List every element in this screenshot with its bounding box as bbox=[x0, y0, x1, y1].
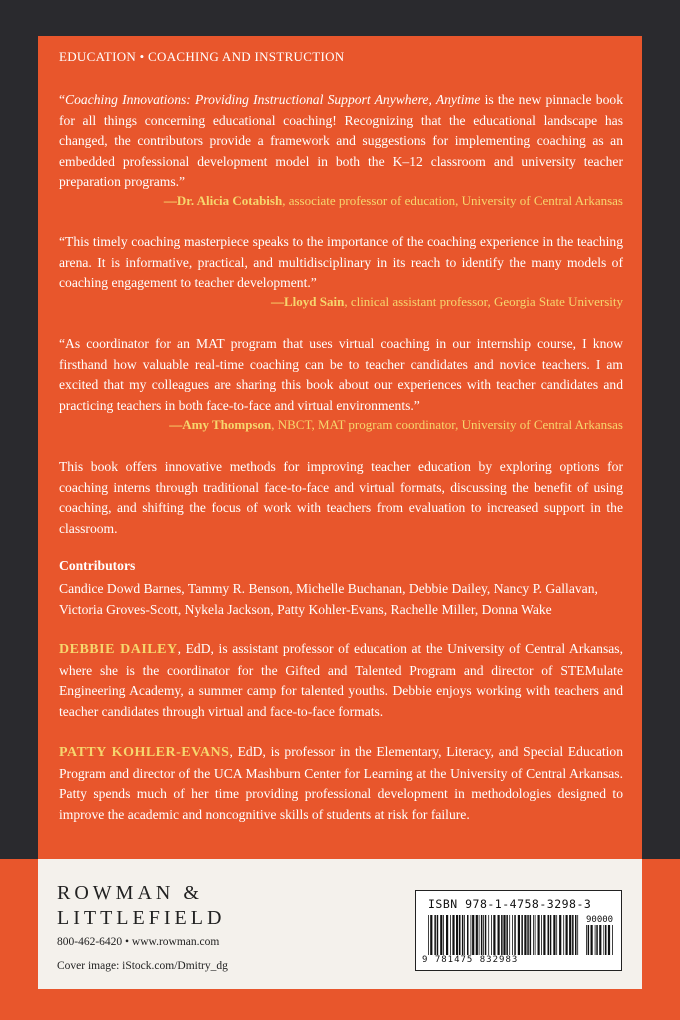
barcode-bar bbox=[596, 925, 598, 955]
blurb-3-role: , NBCT, MAT program coordinator, University of Central Arkansas bbox=[271, 417, 623, 432]
barcode-bar bbox=[479, 915, 480, 955]
blurb-1-name: —Dr. Alicia Cotabish bbox=[163, 193, 283, 208]
barcode-bar bbox=[521, 915, 523, 955]
barcode-bar bbox=[535, 915, 536, 955]
blurb-1-open-quote: “ bbox=[59, 92, 66, 107]
barcode-bar bbox=[485, 915, 487, 955]
blurb-2: “This timely coaching masterpiece speaks to the importance of the coaching experience in the teaching arena. It is informative, practical, and multidisciplinary in its reach to identify the many models of coaching engagement to teacher development.” bbox=[59, 234, 623, 291]
cover-image-credit: Cover image: iStock.com/Dmitry_dg bbox=[57, 960, 228, 972]
ean-barcode bbox=[428, 915, 580, 955]
publisher-logo-line-1: ROWMAN & bbox=[57, 882, 203, 904]
barcode-bar bbox=[491, 915, 492, 955]
barcode-bar bbox=[586, 925, 587, 955]
barcode-bar bbox=[524, 915, 526, 955]
barcode-bar bbox=[612, 925, 613, 955]
barcode-bar bbox=[533, 915, 534, 955]
category-line: EDUCATION • COACHING AND INSTRUCTION bbox=[59, 49, 345, 64]
barcode-bar bbox=[501, 915, 503, 955]
barcode-bar bbox=[553, 915, 555, 955]
author-2-bio: , EdD, is professor in the Elementary, Literacy, and Special Education Program and director of the UCA Mashburn Center for Learning at the University of Central Arkansas. Patty spends much of her time providing professional development in methodologies designed to improve the academic and noncognitive skills of students at risk for failure. bbox=[59, 744, 623, 822]
barcode-bar bbox=[541, 915, 542, 955]
barcode-bar bbox=[437, 915, 439, 955]
barcode-bar bbox=[577, 915, 578, 955]
barcode-bar bbox=[543, 915, 545, 955]
price-addon-barcode bbox=[586, 925, 614, 955]
barcode-bar bbox=[588, 925, 590, 955]
barcode-bar bbox=[434, 915, 436, 955]
publisher-contact: 800-462-6420 • www.rowman.com bbox=[57, 936, 220, 948]
barcode-bar bbox=[481, 915, 483, 955]
barcode-bar bbox=[467, 915, 469, 955]
barcode-bar bbox=[503, 915, 505, 955]
author-bio-2 bbox=[59, 742, 623, 825]
barcode-bar bbox=[430, 915, 432, 955]
author-1-bio: , EdD, is assistant professor of education at the University of Central Arkansas, where she is the coordinator for the Gifted and Talented Program and director of STEMulate Engineering Academy, a summer camp for talented youths. Debbie enjoys working with teachers and teacher candidates through virtual and face-to-face formats. bbox=[59, 641, 623, 719]
back-cover-panel bbox=[38, 36, 642, 859]
isbn-barcode-box bbox=[415, 890, 622, 971]
blurb-1-attribution bbox=[59, 192, 623, 210]
blurb-1-book-title: Coaching Innovations: Providing Instructional Support Anywhere, Anytime bbox=[65, 92, 481, 107]
blurb-1-role: , associate professor of education, University of Central Arkansas bbox=[282, 193, 623, 208]
barcode-bar bbox=[428, 915, 429, 955]
barcode-bar bbox=[572, 915, 574, 955]
blurb-3-attribution bbox=[59, 416, 623, 434]
barcode-bar bbox=[595, 925, 596, 955]
barcode-bar bbox=[548, 915, 550, 955]
barcode-bar bbox=[527, 915, 529, 955]
barcode-bar bbox=[512, 915, 513, 955]
barcode-bar bbox=[464, 915, 465, 955]
barcode-bar bbox=[498, 915, 500, 955]
barcode-bar bbox=[493, 915, 495, 955]
barcode-digits: 9 781475 832983 bbox=[422, 955, 519, 965]
blurb-1-text: is the new pinnacle book for all things concerning educational coaching! Recognizing that the educational landscape has changed, the contributors provide a framework and suggestions for implementing coaching as an embedded professional development model in both the K–12 classroom and university teacher preparation programs.” bbox=[59, 92, 623, 190]
contributors-list: Candice Dowd Barnes, Tammy R. Benson, Michelle Buchanan, Debbie Dailey, Nancy P. Gallavan, Victoria Groves-Scott, Nykela Jackson, Patty Kohler-Evans, Rachelle Miller, Donna Wake bbox=[59, 581, 598, 617]
blurb-2-attribution bbox=[59, 293, 623, 311]
barcode-bar bbox=[566, 915, 568, 955]
author-bio-1 bbox=[59, 639, 623, 722]
barcode-bar bbox=[559, 915, 561, 955]
author-2-name: PATTY KOHLER-EVANS bbox=[59, 745, 230, 760]
book-description: This book offers innovative methods for improving teacher education by exploring options for coaching interns through traditional face-to-face and virtual formats, discussing the benefit of using coaching, and shifting the focus of work with teachers from evaluation to increased support in the classroom. bbox=[59, 459, 623, 536]
barcode-bar bbox=[599, 925, 601, 955]
barcode-bar bbox=[483, 915, 484, 955]
barcode-bar bbox=[550, 915, 552, 955]
barcode-bar bbox=[488, 915, 489, 955]
barcode-bar bbox=[563, 915, 564, 955]
barcode-bar bbox=[514, 915, 516, 955]
blurb-2-name: —Lloyd Sain bbox=[270, 294, 345, 309]
barcode-bar bbox=[569, 915, 571, 955]
barcode-bar bbox=[472, 915, 474, 955]
price-code: 90000 bbox=[586, 915, 614, 925]
blurb-3-name: —Amy Thompson bbox=[169, 417, 272, 432]
barcode-bar bbox=[476, 915, 478, 955]
barcode-bar bbox=[443, 915, 444, 955]
barcode-bar bbox=[506, 915, 508, 955]
barcode-bar bbox=[459, 915, 461, 955]
author-1-name: DEBBIE DAILEY bbox=[59, 642, 178, 657]
barcode-bar bbox=[538, 915, 540, 955]
barcode-bar bbox=[603, 925, 604, 955]
barcode-bar bbox=[605, 925, 607, 955]
blurb-1 bbox=[59, 90, 623, 193]
barcode-bar bbox=[462, 915, 464, 955]
blurb-2-role: , clinical assistant professor, Georgia State University bbox=[344, 294, 623, 309]
barcode-bar bbox=[471, 915, 472, 955]
barcode-bar bbox=[591, 925, 593, 955]
barcode-bar bbox=[518, 915, 520, 955]
blurb-3: “As coordinator for an MAT program that uses virtual coaching in our internship course, I know firsthand how valuable real-time coaching can be to teacher candidates and novice teachers. I am excited that my colleagues are sharing this book about our experiences with teacher candidates and practicing teachers in both face-to-face and virtual environments.” bbox=[59, 336, 623, 413]
contributors-heading: Contributors bbox=[59, 558, 136, 573]
barcode-bar bbox=[530, 915, 532, 955]
publisher-logo-line-2: LITTLEFIELD bbox=[57, 907, 226, 929]
barcode-bar bbox=[509, 915, 510, 955]
barcode-bar bbox=[452, 915, 454, 955]
barcode-bar bbox=[446, 915, 448, 955]
barcode-bar bbox=[440, 915, 442, 955]
publisher-footer bbox=[38, 859, 642, 989]
barcode-bar bbox=[608, 925, 610, 955]
barcode-bar bbox=[456, 915, 458, 955]
barcode-bar bbox=[450, 915, 451, 955]
isbn-label: ISBN 978-1-4758-3298-3 bbox=[428, 897, 592, 911]
barcode-bar bbox=[575, 915, 577, 955]
barcode-bar bbox=[556, 915, 557, 955]
